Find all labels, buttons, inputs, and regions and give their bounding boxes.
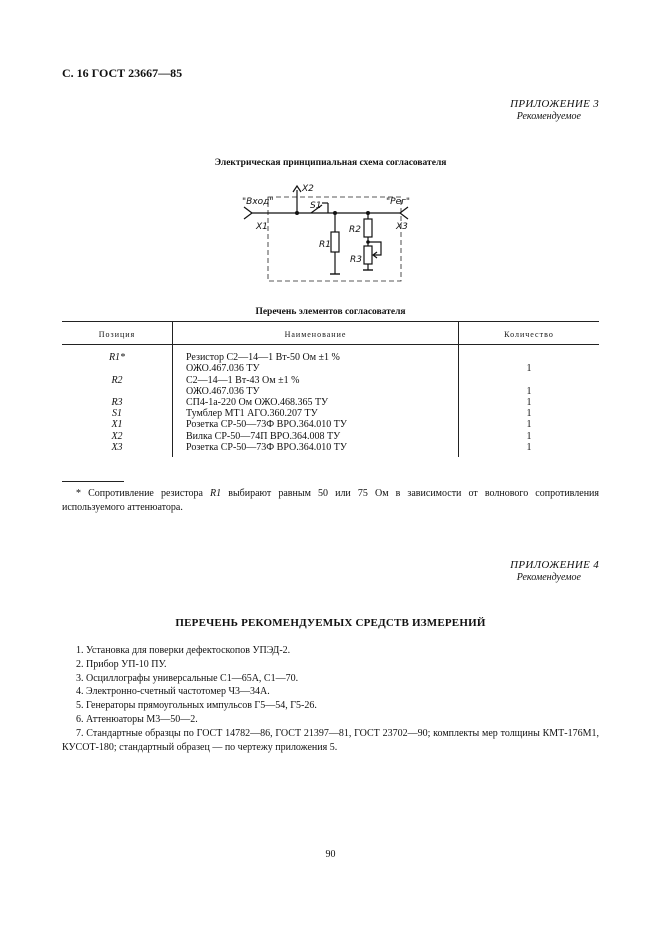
- cell-quantity: 1: [459, 442, 600, 457]
- list-item: 4. Электронно-счетный частотомер Ч3—34А.: [76, 686, 270, 698]
- measuring-tools-heading: ПЕРЕЧЕНЬ РЕКОМЕНДУЕМЫХ СРЕДСТВ ИЗМЕРЕНИЙ: [175, 617, 486, 629]
- cell-name: Тумблер МТ1 АГО.360.207 ТУ: [173, 408, 459, 419]
- cell-quantity: 1: [459, 431, 600, 442]
- connector-x1-icon: [244, 207, 252, 219]
- page-header: С. 16 ГОСТ 23667—85: [62, 66, 183, 80]
- table-row: [62, 408, 599, 419]
- cell-name: Розетка СР-50—73Ф ВРО.364.010 ТУ: [173, 419, 459, 430]
- column-header-name: Наименование: [173, 322, 459, 345]
- table-row: [62, 442, 599, 457]
- label-x2: X2: [302, 184, 314, 194]
- cell-position: X1: [111, 419, 123, 431]
- column-header-position: Позиция: [62, 322, 173, 345]
- table-row: [62, 345, 599, 375]
- appendix-3-subtitle: Рекомендуемое: [516, 111, 581, 122]
- footnote-rule: [62, 481, 124, 482]
- elements-table: [62, 321, 599, 457]
- cell-quantity: 1: [459, 419, 600, 430]
- footnote-ref: R1: [210, 488, 222, 499]
- appendix-4-title: ПРИЛОЖЕНИЕ 4: [510, 559, 599, 571]
- cell-name: Розетка СР-50—73Ф ВРО.364.010 ТУ: [173, 442, 459, 457]
- appendix-3-title: ПРИЛОЖЕНИЕ 3: [510, 98, 599, 110]
- label-r2: R2: [349, 225, 361, 235]
- cell-name: Вилка СР-50—74П ВРО.364.008 ТУ: [173, 431, 459, 442]
- cell-name: Резистор С2—14—1 Вт-50 Ом ±1 % ОЖО.467.036 ТУ: [173, 345, 459, 375]
- cell-position: S1: [112, 408, 122, 420]
- list-item: 6. Аттенюаторы М3—50—2.: [76, 713, 198, 725]
- circuit-diagram: [240, 178, 420, 288]
- measuring-tools-list: [62, 644, 599, 754]
- cell-position: X2: [111, 430, 123, 442]
- label-r3: R3: [350, 255, 362, 265]
- table-row: [62, 419, 599, 430]
- list-item: 3. Осциллографы универсальные С1—65А, С1—70.: [76, 672, 299, 684]
- elements-list-title: Перечень элементов согласователя: [255, 307, 406, 317]
- table-row: [62, 397, 599, 408]
- page-number: 90: [325, 849, 336, 860]
- cell-name: С2—14—1 Вт-43 Ом ±1 % ОЖО.467.036 ТУ: [173, 375, 459, 397]
- resistor-r2-icon: [364, 219, 372, 237]
- label-r1: R1: [319, 240, 331, 250]
- cell-position: R3: [111, 397, 123, 409]
- elements-table-wrapper: [62, 321, 599, 457]
- cell-quantity: 1: [459, 397, 600, 408]
- label-x1: X1: [256, 222, 268, 232]
- schema-title: Электрическая принципиальная схема согласователя: [214, 158, 447, 168]
- resistor-r1-icon: [331, 232, 339, 252]
- cell-position: R2: [111, 374, 123, 386]
- label-output: "Рег": [386, 197, 410, 207]
- label-input: "Вход": [242, 197, 274, 207]
- cell-name: СП4-1а-220 Ом ОЖО.468.365 ТУ: [173, 397, 459, 408]
- table-row: [62, 431, 599, 442]
- cell-position: X3: [111, 441, 123, 453]
- list-item: 1. Установка для поверки дефектоскопов УПЭД-2.: [76, 645, 291, 656]
- cell-quantity: 1: [459, 345, 600, 375]
- label-x3: X3: [396, 222, 408, 232]
- column-header-quantity: Количество: [459, 322, 600, 345]
- table-row: [62, 375, 599, 397]
- cell-quantity: 1: [459, 375, 600, 397]
- list-item: 2. Прибор УП-10 ПУ.: [76, 658, 167, 670]
- footnote: * Сопротивление резистора R1 выбирают равным 50 или 75 Ом в зависимости от волнового сопротивления используемого аттенюатора.: [62, 488, 599, 513]
- appendix-4-subtitle: Рекомендуемое: [516, 572, 581, 583]
- cell-position: R1*: [108, 352, 126, 364]
- list-item: 5. Генераторы прямоугольных импульсов Г5—54, Г5-26.: [76, 700, 317, 712]
- list-item: 7. Стандартные образцы по ГОСТ 14782—86, ГОСТ 21397—81, ГОСТ 23702—90; комплекты мер толщины КМТ-176М1, КУСОТ-180; стандартный образец — по чертежу приложения 5.: [62, 727, 599, 753]
- resistor-r3-icon: [364, 246, 372, 264]
- label-s1: S1: [310, 201, 322, 211]
- cell-quantity: 1: [459, 408, 600, 419]
